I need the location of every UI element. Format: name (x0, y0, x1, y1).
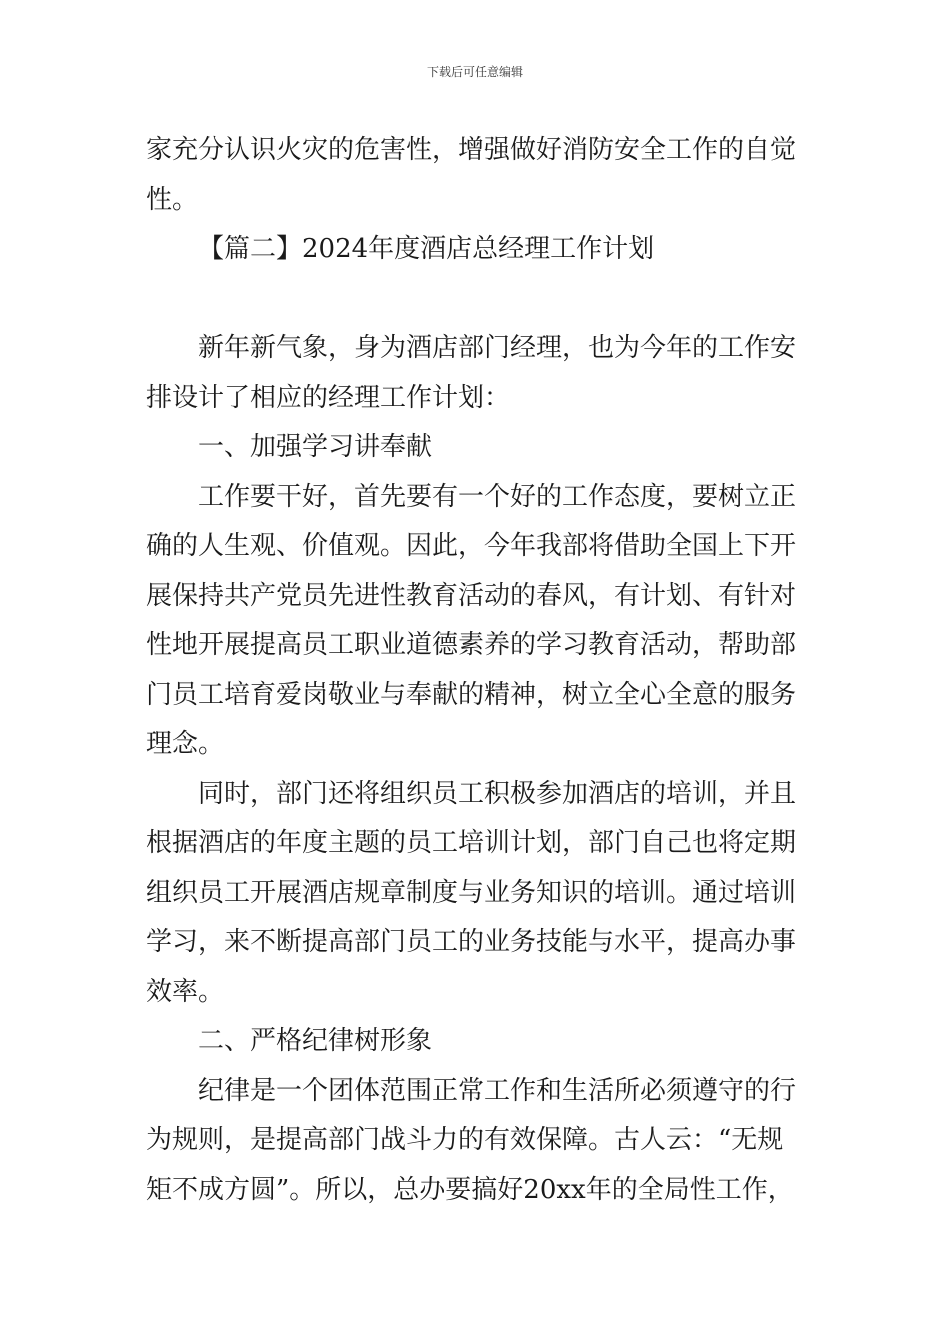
subheading-2: 二、严格纪律树形象 (198, 1026, 433, 1056)
text-line: 性地开展提高员工职业道德素养的学习教育活动，帮助部 (146, 630, 797, 660)
text-line: 家充分认识火灾的危害性，增强做好消防安全工作的自觉 (146, 135, 797, 165)
text-line: 工作要干好，首先要有一个好的工作态度，要树立正 (198, 481, 797, 512)
section-title: 【篇二】2024年度酒店总经理工作计划 (198, 234, 655, 264)
subheading-1: 一、加强学习讲奉献 (198, 432, 433, 462)
blank-line (146, 275, 806, 325)
text-line: 效率。 (146, 976, 225, 1007)
text-line: 门员工培育爱岗敬业与奉献的精神，树立全心全意的服务 (146, 679, 797, 710)
text-line: 矩不成方圆”。所以，总办要搞好20xx年的全局性工作， (146, 1174, 794, 1205)
text-line: 同时，部门还将组织员工积极参加酒店的培训，并且 (198, 778, 797, 809)
page-header: 下载后可任意编辑 (426, 65, 523, 79)
text-line: 纪律是一个团体范围正常工作和生活所必须遵守的行 (198, 1075, 797, 1106)
text-line: 为规则，是提高部门战斗力的有效保障。古人云：“无规 (146, 1125, 784, 1155)
text-line: 理念。 (146, 729, 225, 759)
text-line: 组织员工开展酒店规章制度与业务知识的培训。通过培训 (146, 877, 797, 908)
text-line: 根据酒店的年度主题的员工培训计划，部门自己也将定期 (146, 828, 797, 858)
text-line: 确的人生观、价值观。因此，今年我部将借助全国上下开 (146, 531, 797, 561)
text-line: 新年新气象，身为酒店部门经理，也为今年的工作安 (198, 333, 797, 363)
text-line: 性。 (146, 184, 199, 215)
text-line: 学习，来不断提高部门员工的业务技能与水平，提高办事 (146, 927, 797, 957)
document-body (146, 126, 806, 1215)
text-line: 展保持共产党员先进性教育活动的春风，有计划、有针对 (146, 580, 797, 611)
text-line: 排设计了相应的经理工作计划： (146, 382, 511, 413)
